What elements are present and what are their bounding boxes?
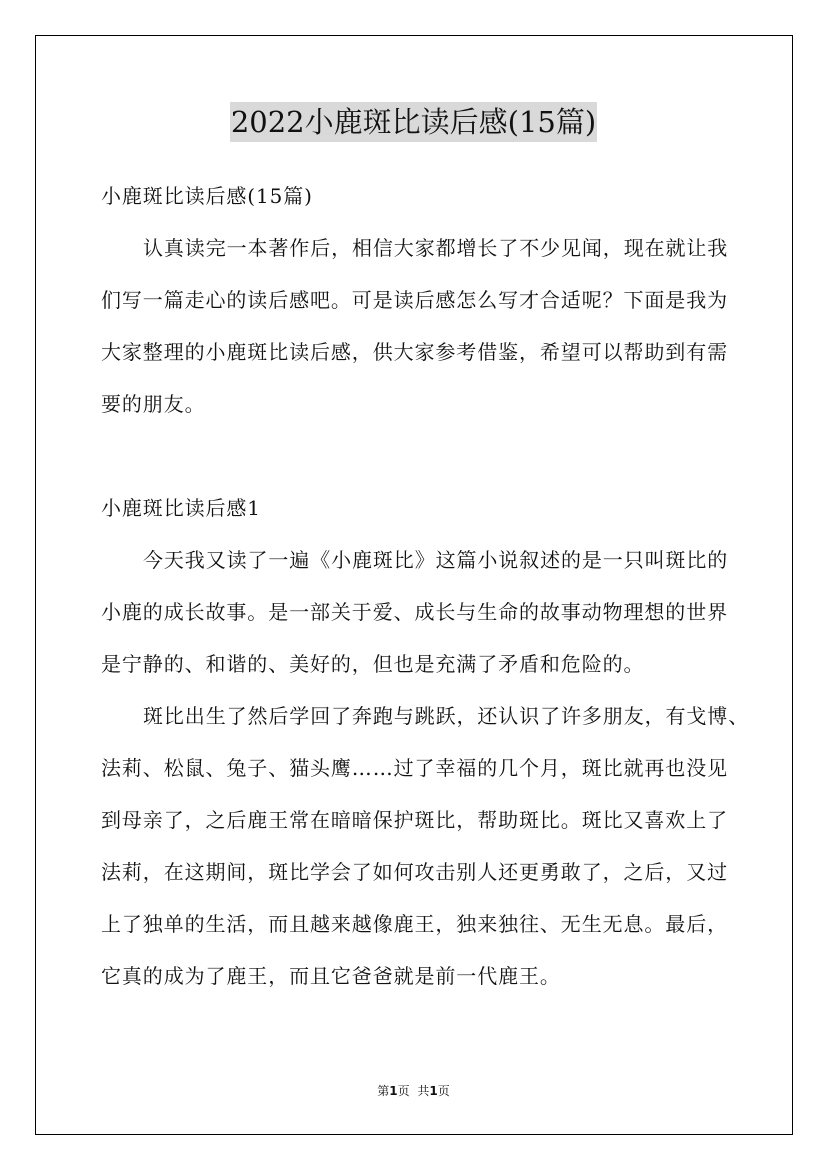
body-line-6: 到母亲了，之后鹿王常在暗暗保护斑比，帮助斑比。斑比又喜欢上了 — [101, 808, 728, 832]
body-line-4: 斑比出生了然后学回了奔跑与跳跃，还认识了许多朋友，有戈博、 — [143, 704, 750, 728]
body-line-9: 它真的成为了鹿王，而且它爸爸就是前一代鹿王。 — [101, 964, 561, 988]
document-title-text: 2022小鹿斑比读后感(15篇) — [230, 102, 597, 142]
total-pages: 1 — [429, 1084, 438, 1098]
body-line-2: 小鹿的成长故事。是一部关于爱、成长与生命的故事动物理想的世界 — [101, 600, 728, 624]
intro-line-2: 们写一篇走心的读后感吧。可是读后感怎么写才合适呢？下面是我为 — [101, 288, 728, 312]
intro-line-4: 要的朋友。 — [101, 392, 206, 416]
subtitle-line: 小鹿斑比读后感(15篇) — [101, 184, 313, 208]
body-line-8: 上了独单的生活，而且越来越像鹿王，独来独往、无生无息。最后， — [101, 912, 728, 936]
document-title — [0, 102, 827, 142]
total-unit: 页 — [437, 1084, 450, 1098]
intro-line-3: 大家整理的小鹿斑比读后感，供大家参考借鉴，希望可以帮助到有需 — [101, 340, 728, 364]
section-heading: 小鹿斑比读后感1 — [101, 496, 261, 520]
total-prefix: 共 — [417, 1084, 430, 1098]
page-unit: 页 — [397, 1084, 410, 1098]
document-body — [101, 170, 750, 1002]
body-line-7: 法莉，在这期间，斑比学会了如何攻击别人还更勇敢了，之后，又过 — [101, 860, 728, 884]
page-number: 1 — [389, 1084, 398, 1098]
intro-line-1: 认真读完一本著作后，相信大家都增长了不少见闻，现在就让我 — [143, 236, 729, 260]
body-line-5: 法莉、松鼠、兔子、猫头鹰……过了幸福的几个月，斑比就再也没见 — [101, 756, 728, 780]
body-line-1: 今天我又读了一遍《小鹿斑比》这篇小说叙述的是一只叫斑比的 — [143, 548, 729, 572]
page-prefix: 第 — [377, 1084, 390, 1098]
body-line-3: 是宁静的、和谐的、美好的，但也是充满了矛盾和危险的。 — [101, 652, 645, 676]
paragraph-gap — [101, 430, 731, 482]
page-footer — [0, 1083, 827, 1099]
